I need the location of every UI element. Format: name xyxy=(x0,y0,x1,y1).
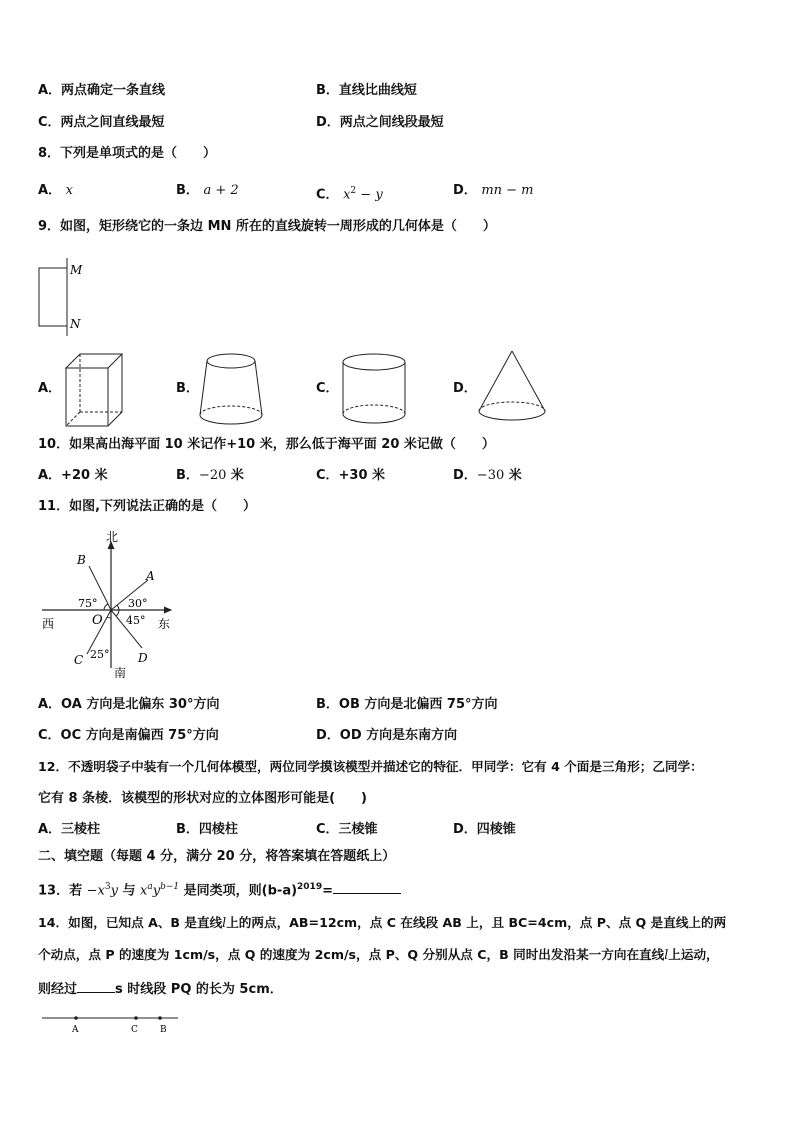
q11-label-d: D xyxy=(138,651,148,665)
q11-label-a: A xyxy=(146,569,155,583)
q9-rectangle-figure xyxy=(30,252,90,338)
q7-option-d: D．两点之间线段最短 xyxy=(316,115,444,130)
q8-a-label: A． xyxy=(38,183,62,198)
q11-label-o: O xyxy=(92,613,103,628)
q11-label-west: 西 xyxy=(42,617,55,631)
q14-line3-a: 则经过 xyxy=(38,982,78,997)
q14-line3 xyxy=(38,978,283,999)
section-fill-in-heading: 二、填空题（每题 4 分，满分 20 分，将答案填在答题纸上） xyxy=(38,849,396,864)
q14-line3-b: s 时线段 PQ 的长为 5cm． xyxy=(115,982,283,997)
q12-option-c: C．三棱锥 xyxy=(316,822,378,837)
q13-term2-x: x xyxy=(140,883,148,899)
q14-line-l-2: l xyxy=(664,947,669,962)
cone-icon xyxy=(474,347,550,431)
q8-c-label: C． xyxy=(316,187,339,203)
q13-stem xyxy=(38,878,401,900)
q8-b-expr: a + 2 xyxy=(203,183,239,198)
q9-option-a-label: A． xyxy=(38,381,62,396)
q12-option-b: B．四棱柱 xyxy=(176,822,238,837)
q13-mid: 与 xyxy=(122,883,136,899)
q12-option-d: D．四棱锥 xyxy=(453,822,516,837)
q11-option-d: D．OD 方向是东南方向 xyxy=(316,728,458,743)
q10-b-value: −20 xyxy=(198,468,227,483)
q9-option-d-label: D． xyxy=(453,381,477,396)
q14-line1-a: 14．如图，已知点 A、B 是直线 xyxy=(38,915,223,930)
q8-d-expr: mn − m xyxy=(481,183,534,198)
q13-term2-exp-a: a xyxy=(147,882,153,892)
q10-option-d xyxy=(453,467,522,485)
q11-label-north: 北 xyxy=(106,530,119,544)
q14-line-l-1: l xyxy=(222,915,227,930)
q8-a-expr: x xyxy=(65,183,73,198)
q13-term1-y: y xyxy=(110,883,118,899)
q8-c-base: x xyxy=(343,187,351,203)
q14-line2-end: 上运动， xyxy=(668,947,719,962)
q10-d-unit: 米 xyxy=(504,468,522,483)
q14-answer-blank[interactable] xyxy=(77,978,115,993)
q10-stem: 10．如果高出海平面 10 米记作+10 米，那么低于海平面 20 米记做（ ） xyxy=(38,437,495,452)
q12-option-a: A．三棱柱 xyxy=(38,822,101,837)
q11-direction-figure xyxy=(38,528,188,684)
q11-angle-30: 30° xyxy=(128,597,148,610)
q14-line1 xyxy=(38,914,726,932)
q14-line2-text: 个动点，点 P 的速度为 1cm/s，点 Q 的速度为 2cm/s，点 P、Q 分别从点 C，B 同时出发沿某一方向在直线 xyxy=(38,947,665,962)
q10-b-label: B． xyxy=(176,468,199,483)
frustum-icon xyxy=(196,350,266,430)
q12-line1: 12．不透明袋子中装有一个几何体模型，两位同学摸该模型并描述它的特征．甲同学：它有 4 个面是三角形；乙同学： xyxy=(38,759,703,774)
q11-label-south: 南 xyxy=(114,666,127,680)
q14-line1-b: 上的两点，AB=12cm，点 C 在线段 AB 上，且 BC=4cm，点 P、点 Q 是直线上的两 xyxy=(226,915,727,930)
q8-option-b xyxy=(176,182,239,200)
q8-option-c xyxy=(316,182,383,204)
q9-label-m: M xyxy=(70,263,83,277)
q13-term2-y: y xyxy=(152,883,161,899)
q13-term2-exp-b: b−1 xyxy=(160,882,180,892)
q7-option-a: A．两点确定一条直线 xyxy=(38,83,166,98)
q8-c-rest: − y xyxy=(356,187,383,203)
q8-option-a xyxy=(38,182,73,200)
cuboid-icon xyxy=(62,350,128,430)
q9-option-b-label: B． xyxy=(176,381,199,396)
q13-term1-exp: 3 xyxy=(104,882,111,892)
q7-option-c: C．两点之间直线最短 xyxy=(38,115,165,130)
q10-option-b xyxy=(176,467,244,485)
q14-number-line-figure xyxy=(38,1010,188,1038)
q14-label-b: B xyxy=(160,1025,167,1035)
q11-option-a: A．OA 方向是北偏东 30°方向 xyxy=(38,697,220,712)
q14-line2 xyxy=(38,946,719,964)
q8-b-label: B． xyxy=(176,183,199,198)
q10-option-a: A．+20 米 xyxy=(38,468,108,483)
q11-angle-25: 25° xyxy=(90,648,110,661)
q11-label-east: 东 xyxy=(158,617,171,631)
q11-angle-45: 45° xyxy=(126,614,146,627)
q13-power: 2019 xyxy=(297,882,323,892)
q11-option-b: B．OB 方向是北偏西 75°方向 xyxy=(316,697,498,712)
q9-stem: 9．如图，矩形绕它的一条边 MN 所在的直线旋转一周形成的几何体是（ ） xyxy=(38,219,496,234)
q8-d-label: D． xyxy=(453,183,477,198)
q11-angle-75: 75° xyxy=(78,597,98,610)
q11-option-c: C．OC 方向是南偏西 75°方向 xyxy=(38,728,219,743)
q14-label-c: C xyxy=(131,1025,138,1035)
q7-option-b: B．直线比曲线短 xyxy=(316,83,417,98)
q14-label-a: A xyxy=(72,1025,79,1035)
q13-eq: = xyxy=(322,883,333,899)
q13-answer-blank[interactable] xyxy=(333,879,401,894)
q10-option-c: C．+30 米 xyxy=(316,468,386,483)
q13-suffix: 是同类项，则(b-a) xyxy=(183,883,298,899)
q11-stem: 11．如图,下列说法正确的是（ ） xyxy=(38,499,257,514)
q9-option-c-label: C． xyxy=(316,381,339,396)
q8-c-sup: 2 xyxy=(350,186,357,196)
q13-term1-coef: −x xyxy=(86,883,105,899)
q10-d-value: −30 xyxy=(476,468,505,483)
q12-line2: 它有 8 条棱．该模型的形状对应的立体图形可能是( ) xyxy=(38,791,367,806)
cylinder-icon xyxy=(338,350,410,430)
q11-label-b: B xyxy=(77,553,86,567)
q10-b-unit: 米 xyxy=(226,468,244,483)
q11-label-c: C xyxy=(74,653,84,667)
q10-d-label: D． xyxy=(453,468,477,483)
q8-stem: 8．下列是单项式的是（ ） xyxy=(38,146,217,161)
q8-option-d xyxy=(453,182,534,200)
q13-prefix: 13．若 xyxy=(38,883,83,899)
q9-label-n: N xyxy=(70,317,81,331)
